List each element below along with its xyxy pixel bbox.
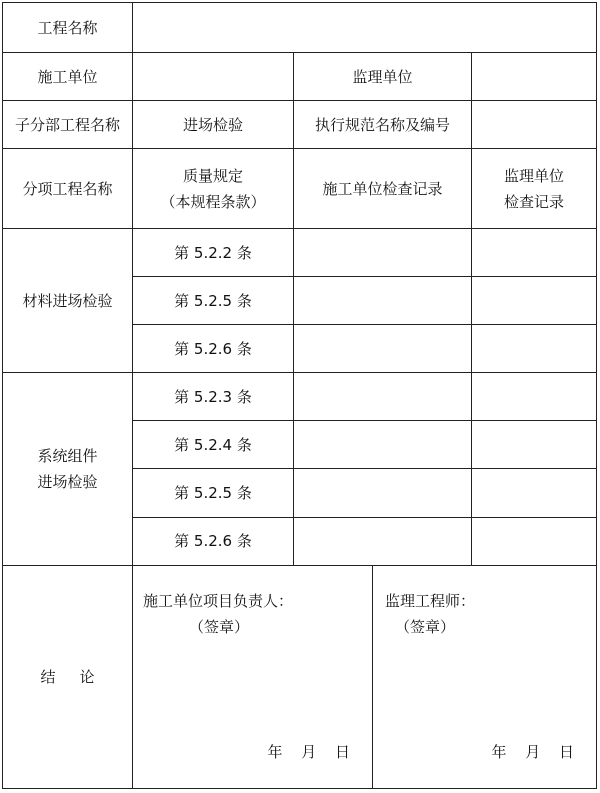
supervision-date-label: 年 月 日	[491, 743, 574, 762]
supervision-record-cell[interactable]	[472, 517, 597, 565]
item-name-header: 分项工程名称	[3, 149, 133, 229]
supervision-record-cell[interactable]	[472, 229, 597, 277]
construction-record-cell[interactable]	[294, 373, 472, 421]
group-label-line: 进场检验	[37, 472, 98, 491]
supervision-signature-block[interactable]	[373, 565, 597, 788]
group-label-component-entry	[3, 373, 133, 565]
project-name-label: 工程名称	[3, 3, 133, 53]
construction-stamp-label: （签章）	[189, 618, 250, 637]
code-name-label: 执行规范名称及编号	[294, 101, 472, 149]
supervision-check-line1: 监理单位	[503, 166, 564, 185]
supervision-check-header	[472, 149, 597, 229]
construction-record-cell[interactable]	[294, 421, 472, 469]
supervision-stamp-label: （签章）	[395, 618, 456, 637]
supervision-unit-label: 监理单位	[294, 53, 472, 101]
clause-cell: 第 5.2.5 条	[133, 469, 294, 517]
conclusion-label	[3, 565, 133, 788]
subdivision-name-label: 子分部工程名称	[3, 101, 133, 149]
supervision-record-cell[interactable]	[472, 373, 597, 421]
supervision-record-cell[interactable]	[472, 469, 597, 517]
construction-record-cell[interactable]	[294, 469, 472, 517]
supervision-record-cell[interactable]	[472, 277, 597, 325]
group-label-line: 材料进场检验	[22, 291, 113, 310]
group-label-material-entry	[3, 229, 133, 373]
supervision-record-cell[interactable]	[472, 325, 597, 373]
project-name-value[interactable]	[133, 3, 597, 53]
clause-cell: 第 5.2.3 条	[133, 373, 294, 421]
supervising-engineer-label: 监理工程师：	[385, 592, 476, 611]
construction-unit-value[interactable]	[133, 53, 294, 101]
code-name-value[interactable]	[472, 101, 597, 149]
group-label-line: 系统组件	[37, 446, 98, 465]
quality-rule-line2: （本规程条款）	[160, 192, 266, 211]
construction-record-cell[interactable]	[294, 517, 472, 565]
clause-cell: 第 5.2.6 条	[133, 517, 294, 565]
subdivision-name-value: 进场检验	[133, 101, 294, 149]
construction-unit-label: 施工单位	[3, 53, 133, 101]
construction-record-cell[interactable]	[294, 229, 472, 277]
supervision-unit-value[interactable]	[472, 53, 597, 101]
inspection-record-table	[2, 2, 597, 789]
conclusion-text: 结论	[40, 667, 119, 686]
quality-rule-header	[133, 149, 294, 229]
construction-manager-label: 施工单位项目负责人：	[143, 592, 294, 611]
supervision-record-cell[interactable]	[472, 421, 597, 469]
clause-cell: 第 5.2.4 条	[133, 421, 294, 469]
construction-record-cell[interactable]	[294, 277, 472, 325]
construction-record-cell[interactable]	[294, 325, 472, 373]
clause-cell: 第 5.2.2 条	[133, 229, 294, 277]
construction-date-label: 年 月 日	[267, 743, 350, 762]
supervision-check-line2: 检查记录	[503, 192, 564, 211]
construction-signature-block[interactable]	[133, 565, 373, 788]
clause-cell: 第 5.2.5 条	[133, 277, 294, 325]
quality-rule-line1: 质量规定	[182, 166, 243, 185]
construction-check-header: 施工单位检查记录	[294, 149, 472, 229]
clause-cell: 第 5.2.6 条	[133, 325, 294, 373]
